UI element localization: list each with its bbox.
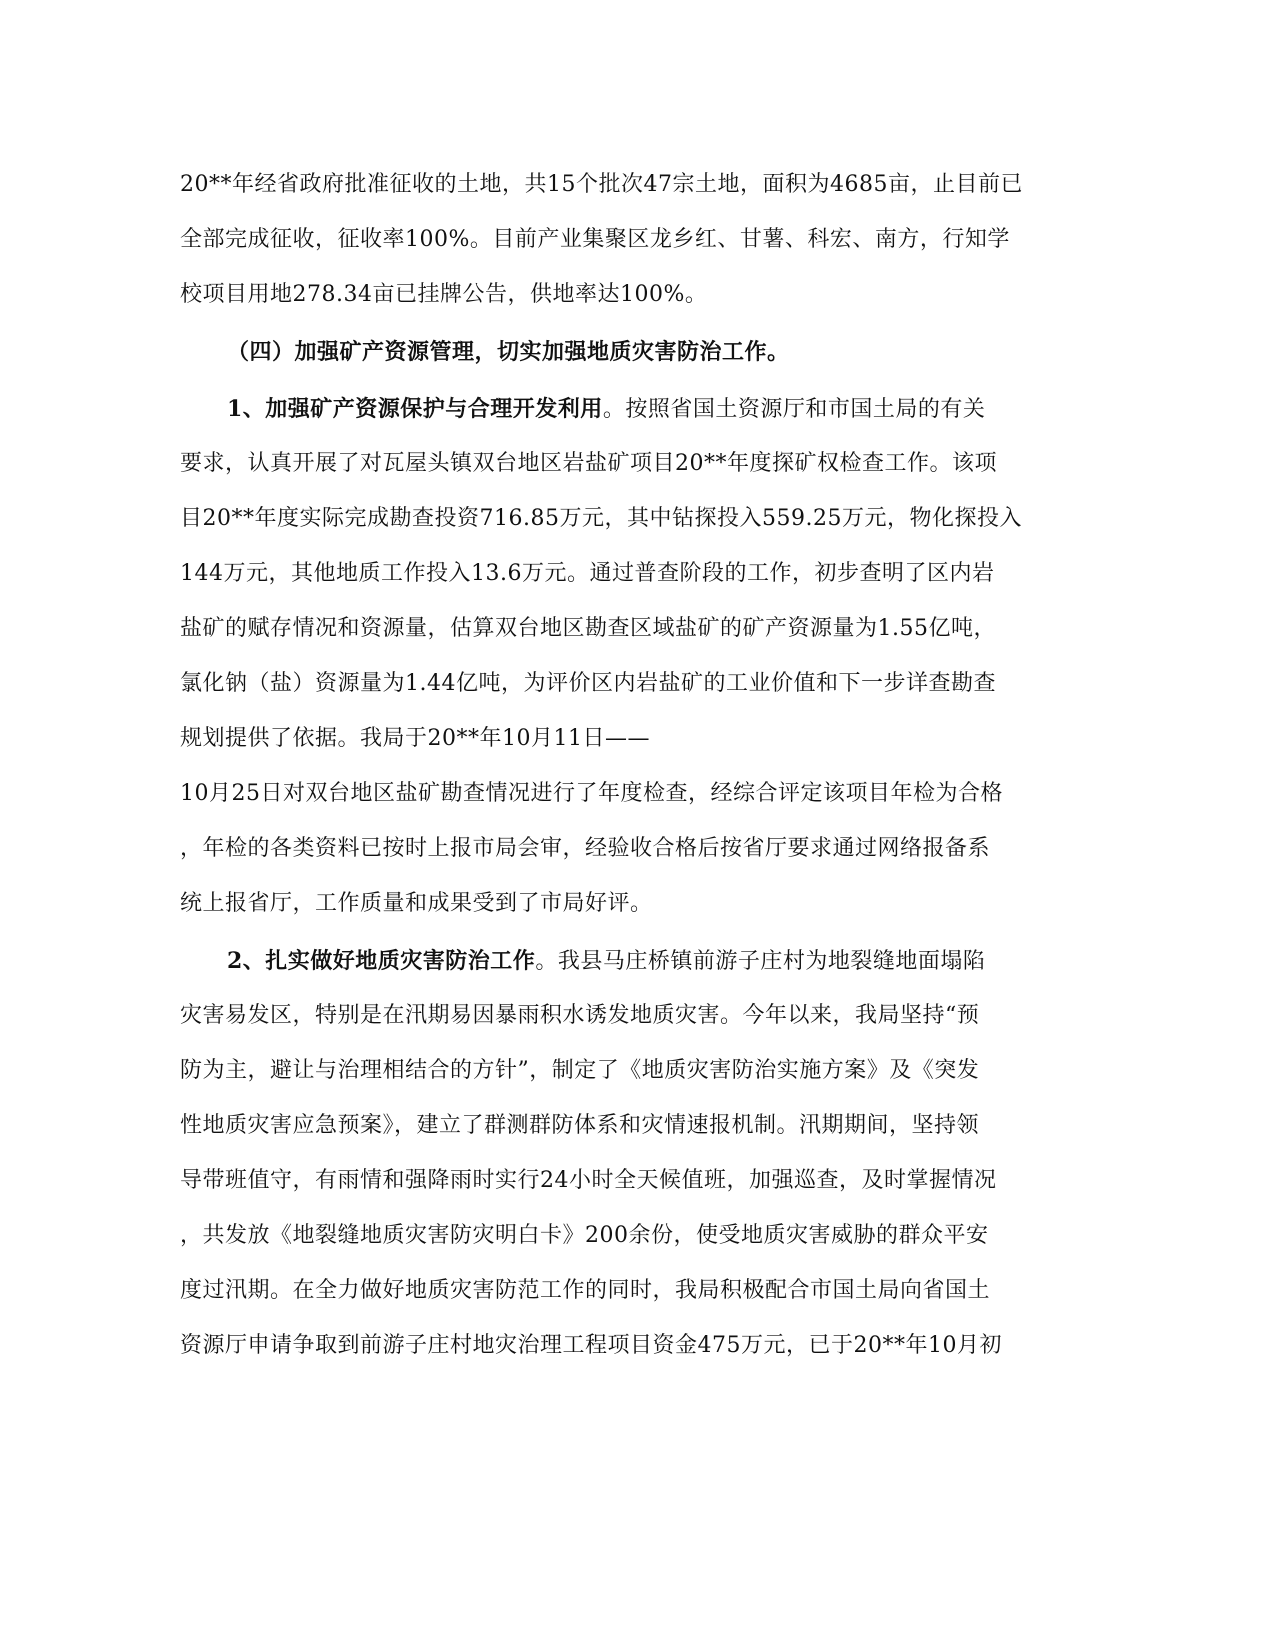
paragraph-line: 导带班值守，有雨情和强降雨时实行24小时全天候值班，加强巡查，及时掌握情况 [180,1168,997,1193]
paragraph-line: 144万元，其他地质工作投入13.6万元。通过普查阶段的工作，初步查明了区内岩 [180,561,995,586]
paragraph-line: 度过汛期。在全力做好地质灾害防范工作的同时，我局积极配合市国土局向省国土 [180,1278,991,1303]
item-2-text: 。我县马庄桥镇前游子庄村为地裂缝地面塌陷 [535,949,986,974]
paragraph-line: ，共发放《地裂缝地质灾害防灾明白卡》200余份，使受地质灾害威胁的群众平安 [180,1223,989,1248]
item-1-title: 1、加强矿产资源保护与合理开发利用 [227,396,603,422]
paragraph-line: 防为主，避让与治理相结合的方针”，制定了《地质灾害防治实施方案》及《突发 [180,1058,980,1083]
item-2-title: 2、扎实做好地质灾害防治工作 [227,948,536,974]
item-2-first-line [227,947,985,976]
paragraph-line: 目20**年度实际完成勘查投资716.85万元，其中钻探投入559.25万元，物化探投入 [180,506,1022,531]
paragraph-line: 性地质灾害应急预案》，建立了群测群防体系和灾情速报机制。汛期期间，坚持领 [180,1113,980,1138]
paragraph-line: 10月25日对双台地区盐矿勘查情况进行了年度检查，经综合评定该项目年检为合格 [180,781,1003,806]
paragraph-line: ，年检的各类资料已按时上报市局会审，经验收合格后按省厅要求通过网络报备系 [180,836,991,861]
paragraph-line: 校项目用地278.34亩已挂牌公告，供地率达100%。 [180,282,708,307]
paragraph-line: 要求，认真开展了对瓦屋头镇双台地区岩盐矿项目20**年度探矿权检查工作。该项 [180,451,997,476]
section-heading: （四）加强矿产资源管理，切实加强地质灾害防治工作。 [227,339,790,365]
paragraph-line: 全部完成征收，征收率100%。目前产业集聚区龙乡红、甘薯、科宏、南方，行知学 [180,227,1010,252]
paragraph-line: 统上报省厅，工作质量和成果受到了市局好评。 [180,891,653,916]
paragraph-line: 20**年经省政府批准征收的土地，共15个批次47宗土地，面积为4685亩，止目前已 [180,172,1023,197]
item-1-first-line [227,395,985,424]
paragraph-line: 灾害易发区，特别是在汛期易因暴雨积水诱发地质灾害。今年以来，我局坚持“预 [180,1003,980,1028]
paragraph-line: 规划提供了依据。我局于20**年10月11日—— [180,726,650,751]
item-1-text: 。按照省国土资源厅和市国土局的有关 [602,397,986,422]
paragraph-line: 氯化钠（盐）资源量为1.44亿吨，为评价区内岩盐矿的工业价值和下一步详查勘查 [180,671,996,696]
paragraph-line: 资源厅申请争取到前游子庄村地灾治理工程项目资金475万元，已于20**年10月初 [180,1333,1002,1358]
paragraph-line: 盐矿的赋存情况和资源量，估算双台地区勘查区域盐矿的矿产资源量为1.55亿吨， [180,616,996,641]
